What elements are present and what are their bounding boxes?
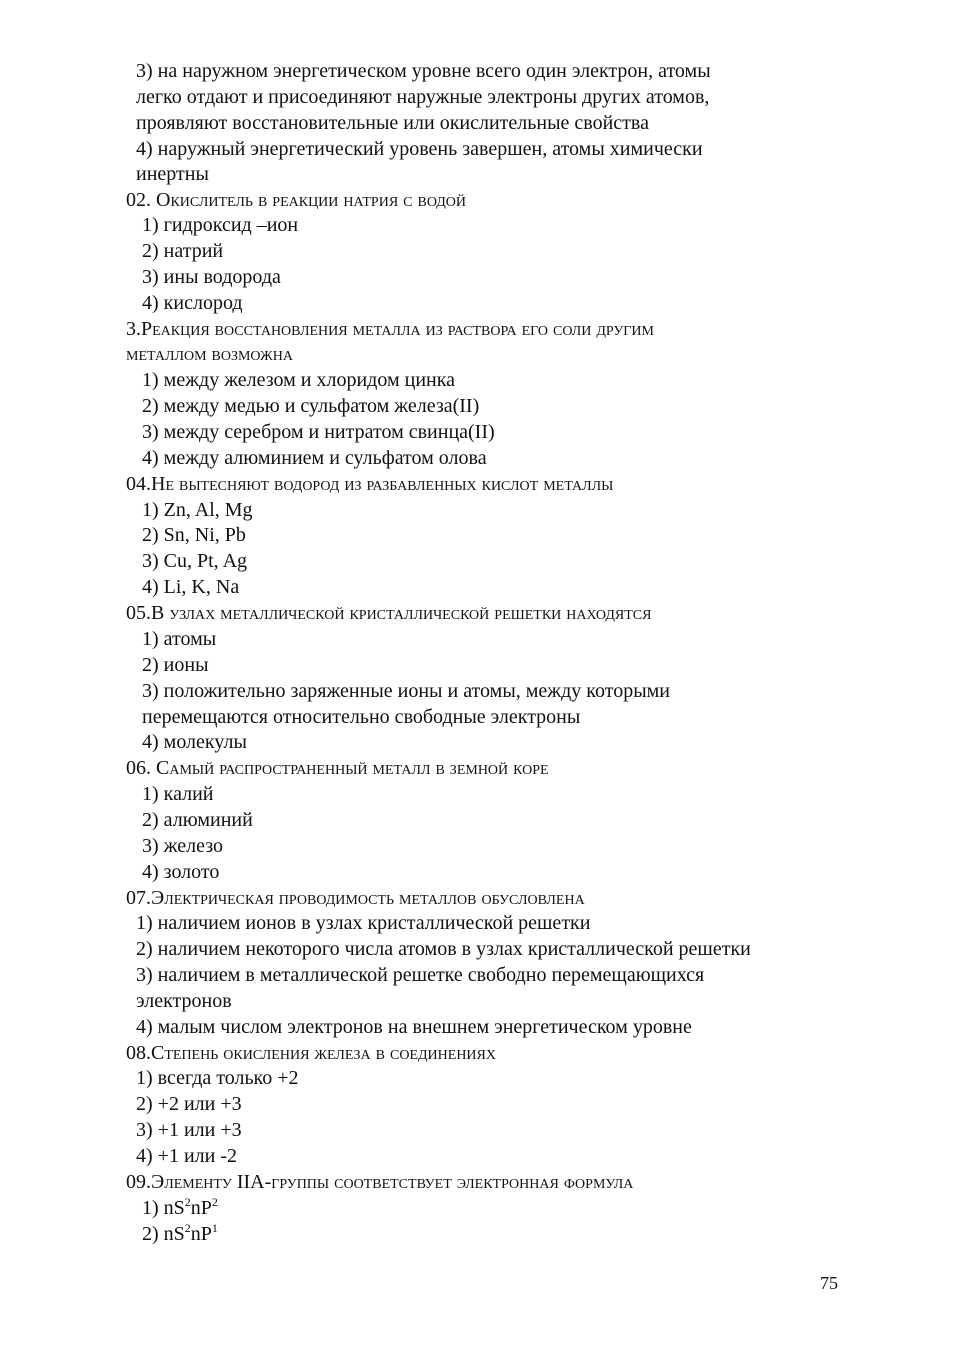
answer-option: 3) Cu, Pt, Ag xyxy=(142,550,248,572)
question-number: 07. xyxy=(126,887,151,909)
answer-option-continued: перемещаются относительно свободные электроны xyxy=(142,706,581,728)
answer-option: 3) между серебром и нитратом свинца(II) xyxy=(142,421,495,443)
answer-option: 2) ионы xyxy=(142,654,209,676)
answer-option: 2) Sn, Ni, Pb xyxy=(142,524,246,546)
formula-mid: nP xyxy=(190,1223,212,1245)
answer-option: 1) калий xyxy=(142,783,214,805)
question-06 xyxy=(126,755,549,781)
answer-option: 2) +2 или +3 xyxy=(136,1093,242,1115)
question-04 xyxy=(126,471,613,497)
formula-prefix: 2) nS xyxy=(142,1223,185,1245)
intro-line-1: 3) на наружном энергетическом уровне всего один электрон, атомы xyxy=(136,60,711,82)
answer-option: 3) +1 или +3 xyxy=(136,1119,242,1141)
answer-option: 3) наличием в металлической решетке свободно перемещающихся xyxy=(136,964,705,986)
question-text: Электрическая проводимость металлов обусловлена xyxy=(151,887,585,909)
answer-option: 3) железо xyxy=(142,835,223,857)
answer-option: 2) наличием некоторого числа атомов в узлах кристаллической решетки xyxy=(136,938,751,960)
answer-option: 1) Zn, Al, Mg xyxy=(142,499,253,521)
answer-option: 4) молекулы xyxy=(142,731,247,753)
question-number: 06. xyxy=(126,757,151,779)
answer-option xyxy=(142,1221,218,1247)
answer-option: 4) Li, K, Na xyxy=(142,576,240,598)
answer-option xyxy=(142,1195,218,1221)
formula-mid: nP xyxy=(190,1197,212,1219)
question-number: 05. xyxy=(126,602,151,624)
question-number: 04. xyxy=(126,473,151,495)
intro-line-4: 4) наружный энергетический уровень завершен, атомы химически xyxy=(136,138,703,160)
answer-option: 2) натрий xyxy=(142,240,224,262)
answer-option: 2) между медью и сульфатом железа(II) xyxy=(142,395,480,417)
question-number: 02. xyxy=(126,189,151,211)
answer-option: 1) между железом и хлоридом цинка xyxy=(142,369,456,391)
question-text-part: Элементу xyxy=(151,1171,237,1193)
question-08 xyxy=(126,1040,496,1066)
superscript: 2 xyxy=(211,1195,218,1209)
answer-option: 1) гидроксид –ион xyxy=(142,214,299,236)
answer-option: 4) золото xyxy=(142,861,220,883)
question-text: Реакция восстановления металла из раствора его соли другим xyxy=(141,318,654,340)
answer-option: 4) между алюминием и сульфатом олова xyxy=(142,447,487,469)
question-text: Степень окисления железа в соединениях xyxy=(151,1042,496,1064)
question-07 xyxy=(126,885,585,911)
question-text-continued: металлом возможна xyxy=(126,343,293,365)
question-text: Самый распространенный металл в земной коре xyxy=(156,757,549,779)
intro-line-5: инертны xyxy=(136,163,209,185)
answer-option: 4) +1 или -2 xyxy=(136,1145,237,1167)
question-text: В узлах металлической кристаллической решетки находятся xyxy=(151,602,652,624)
question-number: 08. xyxy=(126,1042,151,1064)
question-text: Окислитель в реакции натрия с водой xyxy=(156,189,467,211)
answer-option: 4) кислород xyxy=(142,292,243,314)
group-label: IIA xyxy=(236,1171,265,1193)
answer-option: 3) ины водорода xyxy=(142,266,281,288)
answer-option: 1) наличием ионов в узлах кристаллической решетки xyxy=(136,912,591,934)
question-text-part: -группы соответствует электронная формула xyxy=(264,1171,634,1193)
answer-option: 1) всегда только +2 xyxy=(136,1067,299,1089)
superscript: 1 xyxy=(211,1221,218,1235)
answer-option: 1) атомы xyxy=(142,628,217,650)
answer-option: 4) малым числом электронов на внешнем энергетическом уровне xyxy=(136,1016,692,1038)
page-number: 75 xyxy=(820,1273,838,1293)
formula-prefix: 1) nS xyxy=(142,1197,185,1219)
answer-option: 2) алюминий xyxy=(142,809,253,831)
answer-option-continued: электронов xyxy=(136,990,232,1012)
question-03 xyxy=(126,316,654,342)
question-number: 09. xyxy=(126,1171,151,1193)
intro-line-3: проявляют восстановительные или окислительные свойства xyxy=(136,112,649,134)
question-05 xyxy=(126,600,651,626)
question-number: 3. xyxy=(126,318,141,340)
superscript: 2 xyxy=(184,1221,191,1235)
answer-option: 3) положительно заряженные ионы и атомы, между которыми xyxy=(142,680,670,702)
superscript: 2 xyxy=(184,1195,191,1209)
intro-line-2: легко отдают и присоединяют наружные электроны других атомов, xyxy=(136,86,710,108)
question-02 xyxy=(126,187,466,213)
question-text: Не вытесняют водород из разбавленных кислот металлы xyxy=(151,473,614,495)
question-09 xyxy=(126,1169,633,1195)
